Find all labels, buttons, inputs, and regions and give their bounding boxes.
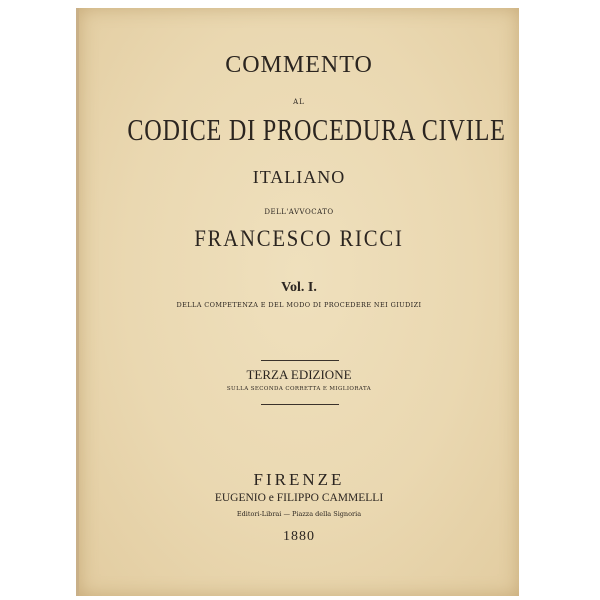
volume-subtitle: DELLA COMPETENZA E DEL MODO DI PROCEDERE NEI GIUDIZI bbox=[176, 301, 422, 309]
work-nationality: ITALIANO bbox=[252, 167, 346, 187]
author-name: FRANCESCO RICCI bbox=[194, 226, 404, 251]
book-title: COMMENTO bbox=[225, 52, 373, 78]
publisher-note: Editori-Librai — Piazza della Signoria bbox=[236, 510, 362, 518]
volume-number: Vol. I. bbox=[281, 280, 317, 295]
publisher-name: EUGENIO e FILIPPO CAMMELLI bbox=[214, 492, 384, 504]
publication-year: 1880 bbox=[283, 529, 315, 544]
edition-rule-bottom bbox=[261, 404, 339, 405]
publication-city: FIRENZE bbox=[253, 470, 345, 489]
edition-rule-top bbox=[261, 360, 339, 361]
edition-label: TERZA EDIZIONE bbox=[246, 367, 352, 382]
work-title: CODICE DI PROCEDURA CIVILE bbox=[127, 112, 506, 147]
edition-note: SULLA SECONDA CORRETTA E MIGLIORATA bbox=[226, 386, 372, 392]
title-page bbox=[76, 8, 519, 596]
title-connector: AL bbox=[293, 98, 305, 106]
author-prefix: DELL'AVVOCATO bbox=[264, 208, 334, 216]
